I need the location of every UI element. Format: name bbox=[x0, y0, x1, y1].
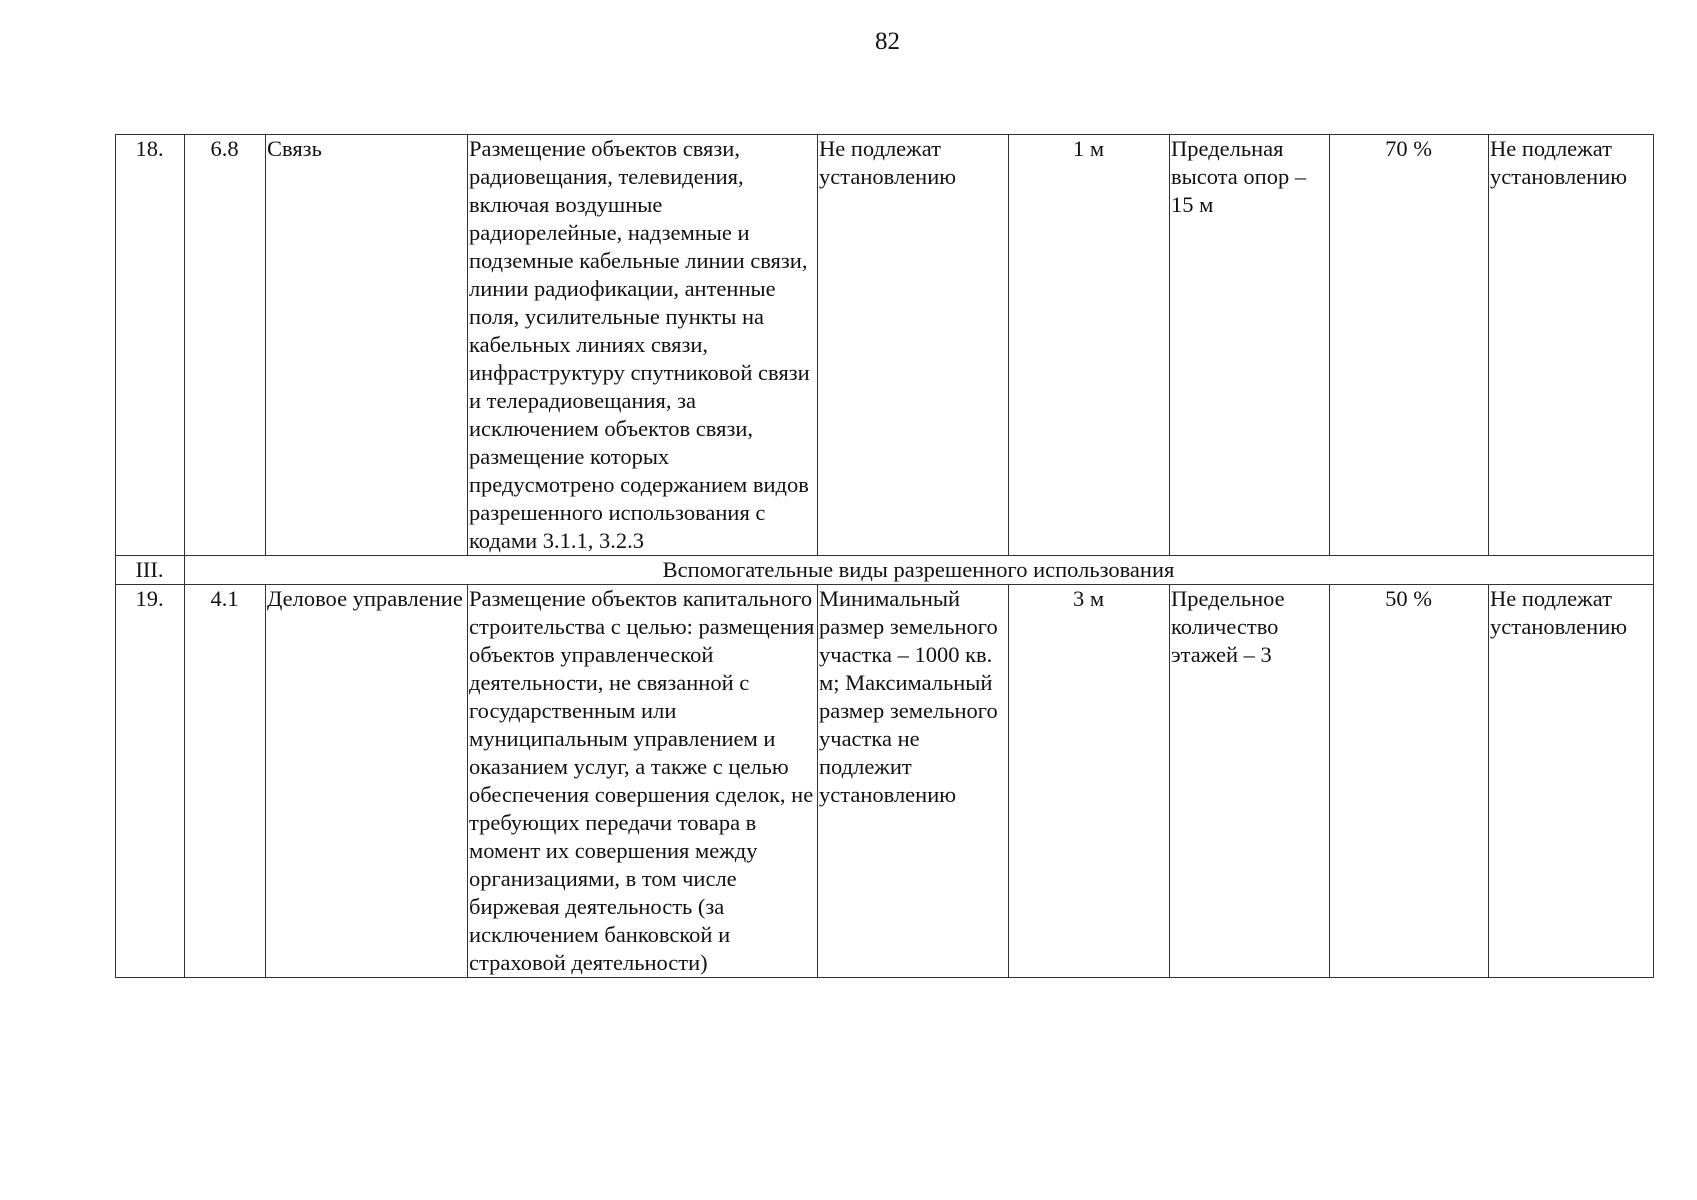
page-number: 82 bbox=[875, 28, 900, 55]
height-limit: Предельная высота опор – 15 м bbox=[1170, 135, 1330, 556]
height-limit: Предельное количество этажей – 3 bbox=[1170, 585, 1330, 978]
other-params: Не подлежат установлению bbox=[1489, 585, 1654, 978]
other-params: Не подлежат установлению bbox=[1489, 135, 1654, 556]
use-description: Размещение объектов капитального строительства с целью: размещения объектов управленческой деятельности, не связанной с государственным или муниципальным управлением и оказанием услуг, а также с целью обеспечения совершения сделок, не требующих передачи товара в момент их совершения между организациями, в том числе биржевая деятельность (за исключением банковской и страховой деятельности) bbox=[468, 585, 818, 978]
regulations-table bbox=[115, 134, 1654, 978]
use-code: 6.8 bbox=[185, 135, 266, 556]
setback: 1 м bbox=[1009, 135, 1170, 556]
use-description: Размещение объектов связи, радиовещания, телевидения, включая воздушные радиорелейные, надземные и подземные кабельные линии связи, линии радиофикации, антенные поля, усилительные пункты на кабельных линиях связи, инфраструктуру спутниковой связи и телерадиовещания, за исключением объектов связи, размещение которых предусмотрено содержанием видов разрешенного использования с кодами 3.1.1, 3.2.3 bbox=[468, 135, 818, 556]
row-number: 19. bbox=[116, 585, 185, 978]
coverage-percent: 50 % bbox=[1330, 585, 1489, 978]
table-row bbox=[116, 135, 1654, 556]
setback: 3 м bbox=[1009, 585, 1170, 978]
row-number: 18. bbox=[116, 135, 185, 556]
section-title: Вспомогательные виды разрешенного использования bbox=[185, 556, 1654, 585]
section-row bbox=[116, 556, 1654, 585]
section-number: III. bbox=[116, 556, 185, 585]
coverage-percent: 70 % bbox=[1330, 135, 1489, 556]
plot-size: Минимальный размер земельного участка – 1000 кв. м; Максимальный размер земельного участка не подлежит установлению bbox=[818, 585, 1009, 978]
use-name: Связь bbox=[266, 135, 468, 556]
use-name: Деловое управление bbox=[266, 585, 468, 978]
use-code: 4.1 bbox=[185, 585, 266, 978]
table-row bbox=[116, 585, 1654, 978]
plot-size: Не подлежат установлению bbox=[818, 135, 1009, 556]
